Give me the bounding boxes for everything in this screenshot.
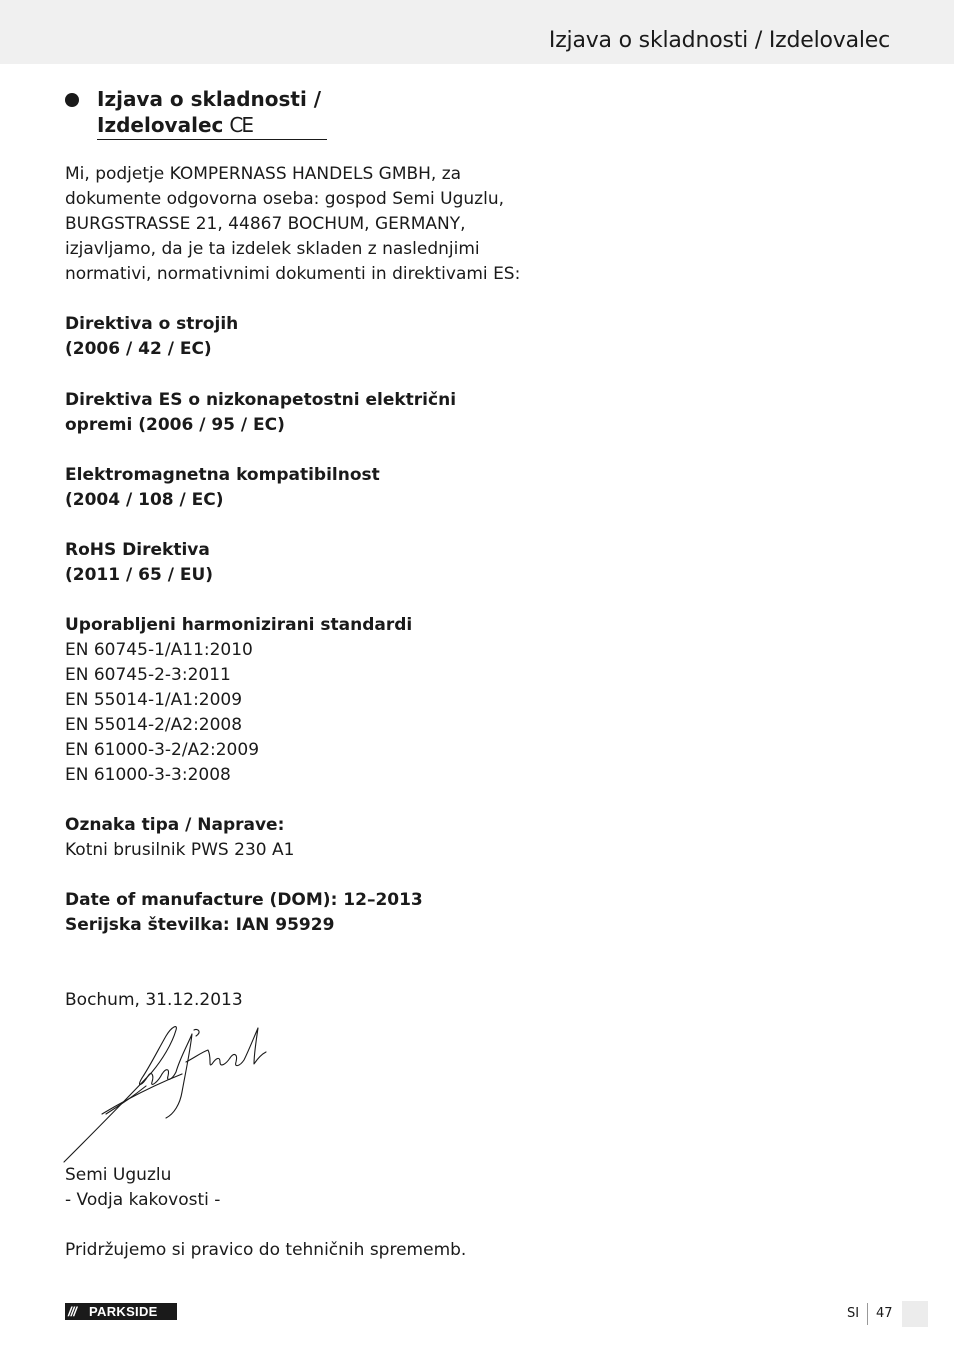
directive-title: RoHS Direktiva [65, 540, 210, 560]
directive-title: Direktiva ES o nizkonapetostni električni [65, 390, 457, 410]
intro-line: BURGSTRASSE 21, 44867 BOCHUM, GERMANY, [65, 214, 466, 234]
signer-block [65, 1163, 220, 1213]
directive-code: (2004 / 108 / EC) [65, 490, 224, 510]
logo-slashes-icon: /// [68, 1304, 76, 1319]
place-date: Bochum, 31.12.2013 [65, 990, 243, 1010]
signer-role: - Vodja kakovosti - [65, 1190, 221, 1210]
manufacture-block [65, 888, 423, 938]
standard-item: EN 61000-3-2/A2:2009 [65, 740, 260, 760]
directive-emc [65, 463, 380, 513]
standards-title: Uporabljeni harmonizirani standardi [65, 615, 413, 635]
intro-line: Mi, podjetje KOMPERNASS HANDELS GMBH, za [65, 164, 462, 184]
intro-line: normativi, normativnimi dokumenti in direktivami ES: [65, 264, 521, 284]
type-block [65, 813, 294, 863]
signature-image [62, 1022, 272, 1167]
heading-text [97, 86, 321, 138]
standard-item: EN 61000-3-3:2008 [65, 765, 231, 785]
footer-tab [902, 1301, 928, 1327]
directive-code: opremi (2006 / 95 / EC) [65, 415, 285, 435]
heading-underline [97, 139, 327, 140]
parkside-logo [65, 1303, 177, 1320]
bullet-icon [65, 93, 79, 107]
intro-line: dokumente odgovorna oseba: gospod Semi Uguzlu, [65, 189, 505, 209]
type-title: Oznaka tipa / Naprave: [65, 815, 285, 835]
directive-code: (2011 / 65 / EU) [65, 565, 214, 585]
heading-line-2-text: Izdelovalec [97, 113, 224, 137]
standard-item: EN 55014-1/A1:2009 [65, 690, 243, 710]
footer-separator [867, 1303, 868, 1325]
type-value: Kotni brusilnik PWS 230 A1 [65, 840, 295, 860]
standard-item: EN 60745-2-3:2011 [65, 665, 231, 685]
disclaimer: Pridržujemo si pravico do tehničnih sprememb. [65, 1240, 467, 1260]
footer-language: SI [847, 1306, 860, 1321]
directive-code: (2006 / 42 / EC) [65, 339, 212, 359]
page-number: 47 [876, 1306, 893, 1321]
logo-brand-text: PARKSIDE [89, 1304, 158, 1319]
standard-item: EN 60745-1/A11:2010 [65, 640, 253, 660]
intro-line: izjavljamo, da je ta izdelek skladen z naslednjimi [65, 239, 480, 259]
heading-line-1: Izjava o skladnosti / [97, 87, 322, 111]
heading-line-2 [97, 112, 321, 138]
standard-item: EN 55014-2/A2:2008 [65, 715, 243, 735]
directive-low-voltage [65, 388, 456, 438]
intro-paragraph [65, 162, 520, 287]
serial-number: Serijska številka: IAN 95929 [65, 915, 335, 935]
signer-name: Semi Uguzlu [65, 1165, 172, 1185]
date-of-manufacture: Date of manufacture (DOM): 12–2013 [65, 890, 423, 910]
directive-title: Direktiva o strojih [65, 314, 239, 334]
standards-block [65, 613, 412, 788]
page-header-title: Izjava o skladnosti / Izdelovalec [548, 28, 890, 53]
header-band [0, 0, 954, 64]
directive-machinery [65, 312, 238, 362]
directive-rohs [65, 538, 213, 588]
directive-title: Elektromagnetna kompatibilnost [65, 465, 380, 485]
ce-mark-icon: CE [229, 113, 252, 137]
